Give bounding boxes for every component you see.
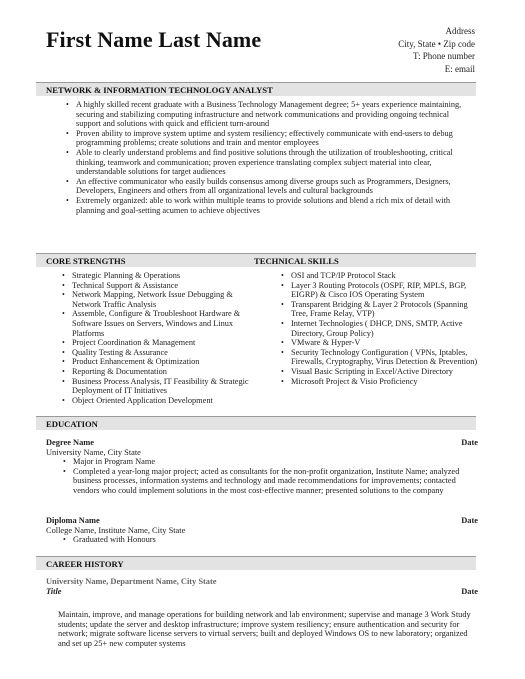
core-strength-item: • Business Process Analysis, IT Feasibility & Strategic Deployment of IT Initiatives <box>62 377 262 396</box>
diploma-school: College Name, Institute Name, City State <box>46 525 186 535</box>
technical-skills-heading: TECHNICAL SKILLS <box>254 256 339 266</box>
core-strength-item: • Quality Testing & Assurance <box>62 348 262 358</box>
core-strengths-list <box>62 271 262 405</box>
summary-list <box>66 100 472 215</box>
core-strength-item: • Strategic Planning & Operations <box>62 271 262 281</box>
technical-skill-item: • Security Technology Configuration ( VPNs, Iptables, Firewalls, Cryptography, Virus Detection & Prevention) <box>281 348 479 367</box>
career-company: University Name, Department Name, City State <box>46 577 217 586</box>
summary-item: • Able to clearly understand problems and find positive solutions through the utilization of troubleshooting, critical thinking, teamwork and communication; proven experience translating complex subject material into clear, understandable solutions for target audiences <box>66 148 472 177</box>
technical-skill-item: • Visual Basic Scripting in Excel/Active Directory <box>281 367 479 377</box>
technical-skill-item: • VMware & Hyper-V <box>281 338 479 348</box>
section-profile-heading <box>36 82 476 96</box>
degree-date: Date <box>461 438 478 447</box>
core-strength-item: • Object Oriented Application Development <box>62 396 262 406</box>
education-entry-diploma <box>46 516 478 545</box>
section-career-heading <box>36 556 476 570</box>
summary-item: • Extremely organized: able to work within multiple teams to provide solutions and blend a rich mix of detail with planning and goal-setting acumen to achieve objectives <box>66 196 472 215</box>
core-strength-item: • Assemble, Configure & Troubleshoot Hardware & Software Issues on Servers, Windows and Linux Platforms <box>62 309 262 338</box>
career-heading-text: CAREER HISTORY <box>46 559 124 569</box>
technical-skill-item: • Microsoft Project & Visio Proficiency <box>281 377 479 387</box>
career-job-title: Title <box>46 586 62 596</box>
core-strength-item: • Product Enhancement & Optimization <box>62 357 262 367</box>
section-skills-heading <box>36 253 476 267</box>
summary-item: • Proven ability to improve system uptime and system resiliency; effectively communicate with end-users to debug programming problems; create solutions and train and mentor employees <box>66 129 472 148</box>
education-entry-degree <box>46 438 478 496</box>
diploma-date: Date <box>461 516 478 525</box>
core-strength-item: • Reporting & Documentation <box>62 367 262 377</box>
career-description: Maintain, improve, and manage operations for building network and lab environment; supervise and manage 3 Work Study students; update the server and desktop infrastructure; improve system resiliency; ensure authentication and security for network; migrate software license servers to virtual servers; built and deployed Windows OS to new laboratory; organized and set up 25+ new computer systems <box>58 610 471 648</box>
technical-skill-item: • Transparent Bridging & Layer 2 Protocols (Spanning Tree, Frame Relay, VTP) <box>281 300 479 319</box>
technical-skill-item: • Layer 3 Routing Protocols (OSPF, RIP, MPLS, BGP, EIGRP) & Cisco IOS Operating System <box>281 281 479 300</box>
contact-city-state-zip: City, State • Zip code <box>398 38 475 49</box>
contact-phone: T: Phone number <box>412 51 475 61</box>
contact-block <box>398 25 475 75</box>
technical-skill-item: • OSI and TCP/IP Protocol Stack <box>281 271 479 281</box>
degree-details-list <box>63 457 478 495</box>
summary-item: • A highly skilled recent graduate with a Business Technology Management degree; 5+ years experience maintaining, securing and stabilizing computing infrastructure and network communications and providing ongoing technical support and solutions with quick and efficient turn-around <box>66 100 472 129</box>
summary-item: • An effective communicator who easily builds consensus among diverse groups such as Programmers, Designers, Developers, Engineers and others from all organizational levels and cultural backgrounds <box>66 177 472 196</box>
degree-detail-item: • Completed a year-long major project; acted as consultants for the non-profit organization, Institute Name; analyzed business processes, information systems and technology and made recommendations for improvements; contacted vendors who could implement solutions in the most cost-effective manner; presented solutions to the company <box>63 467 478 496</box>
candidate-name: First Name Last Name <box>46 27 262 52</box>
diploma-details-list <box>63 535 478 545</box>
diploma-name: Diploma Name <box>46 516 100 525</box>
contact-email: E: email <box>444 63 475 74</box>
core-strengths-heading: CORE STRENGTHS <box>46 256 126 266</box>
degree-name: Degree Name <box>46 438 94 447</box>
contact-address: Address <box>445 26 475 36</box>
diploma-detail-item: • Graduated with Honours <box>63 535 478 545</box>
career-entry <box>46 577 478 649</box>
education-heading-text: EDUCATION <box>46 419 98 429</box>
profile-heading-text: NETWORK & INFORMATION TECHNOLOGY ANALYST <box>46 85 273 95</box>
technical-skill-item: • Internet Technologies ( DHCP, DNS, SMTP, Active Directory, Group Policy) <box>281 319 479 338</box>
core-strength-item: • Project Coordination & Management <box>62 338 262 348</box>
degree-detail-item: • Major in Program Name <box>63 457 478 467</box>
core-strength-item: • Network Mapping, Network Issue Debugging & Network Traffic Analysis <box>62 290 262 309</box>
technical-skills-list <box>281 271 479 386</box>
degree-school: University Name, City State <box>46 447 141 457</box>
section-education-heading <box>36 416 476 430</box>
career-date: Date <box>461 586 478 596</box>
core-strength-item: • Technical Support & Assistance <box>62 281 262 291</box>
